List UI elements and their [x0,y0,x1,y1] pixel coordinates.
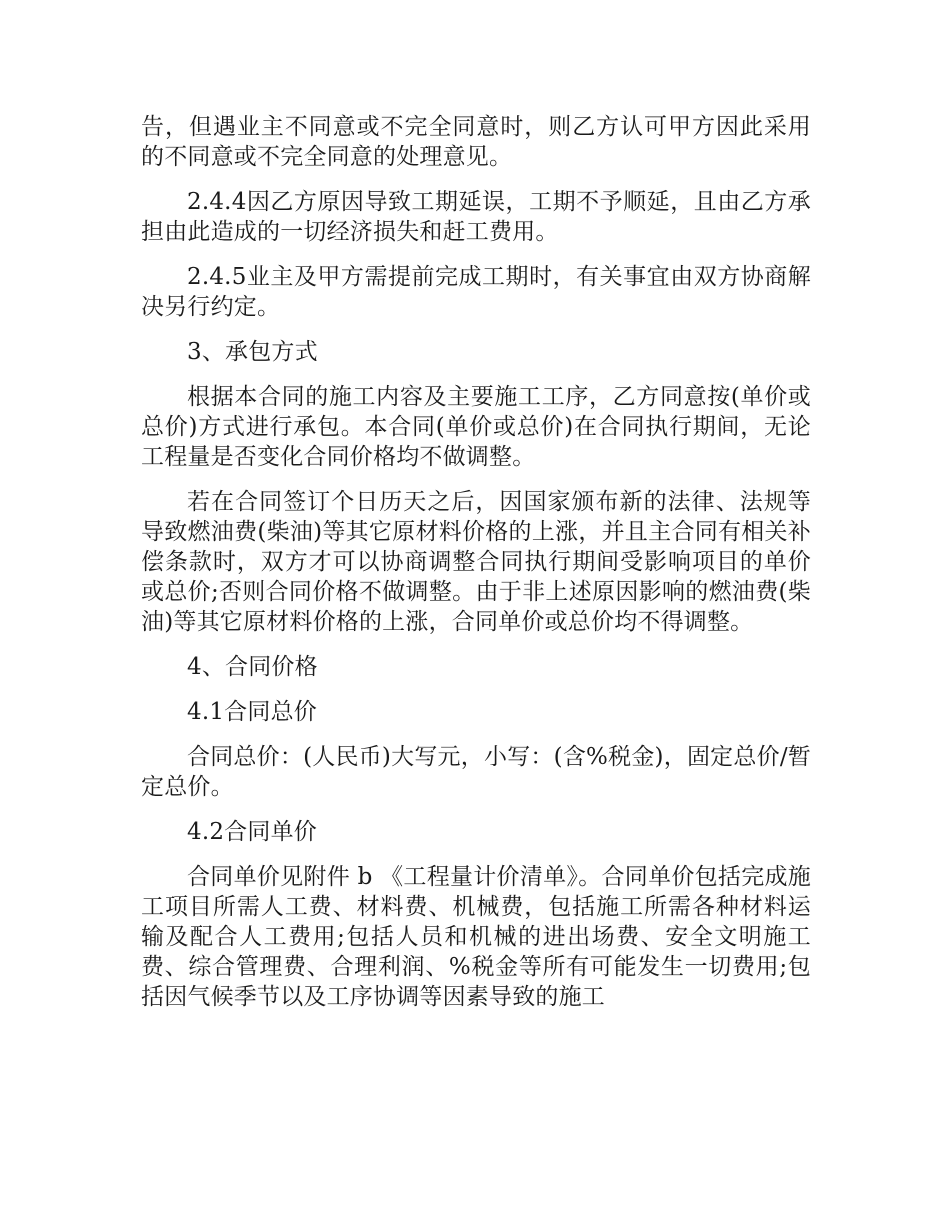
subsection-heading-4-2: 4.2合同单价 [187,819,317,845]
paragraph-total-price: 合同总价：(人民币)大写元，小写：(含%税金)，固定总价/暂定总价。 [141,744,811,800]
paragraph-2-4-5: 2.4.5业主及甲方需提前完成工期时，有关事宜由双方协商解决另行约定。 [141,264,811,320]
paragraph-price-adjustment: 若在合同签订个日历天之后，因国家颁布新的法律、法规等导致燃油费(柴油)等其它原材料价格的上涨，并且主合同有相关补偿条款时，双方才可以协商调整合同执行期间受影响项目的单价或总价;否则合同价格不做调整。由于非上述原因影响的燃油费(柴油)等其它原材料价格的上涨，合同单价或总价均不得调整。 [141,489,811,635]
paragraph-unit-price: 合同单价见附件 b 《工程量计价清单》。合同单价包括完成施工项目所需人工费、材料费、机械费，包括施工所需各种材料运输及配合人工费用;包括人员和机械的进出场费、安全文明施工费、综合管理费、合理利润、%税金等所有可能发生一切费用;包括因气候季节以及工序协调等因素导致的施工 [141,864,811,1010]
paragraph-contract-method: 根据本合同的施工内容及主要施工工序，乙方同意按(单价或总价)方式进行承包。本合同(单价或总价)在合同执行期间，无论工程量是否变化合同价格均不做调整。 [141,384,811,470]
section-heading-4: 4、合同价格 [187,654,318,680]
paragraph-2-4-4: 2.4.4因乙方原因导致工期延误，工期不予顺延，且由乙方承担由此造成的一切经济损失和赶工费用。 [141,189,811,245]
document-body [141,112,811,1027]
subsection-heading-4-1: 4.1合同总价 [187,699,317,725]
paragraph-continuation: 告，但遇业主不同意或不完全同意时，则乙方认可甲方因此采用的不同意或不完全同意的处理意见。 [141,114,811,170]
section-heading-3: 3、承包方式 [187,339,318,365]
